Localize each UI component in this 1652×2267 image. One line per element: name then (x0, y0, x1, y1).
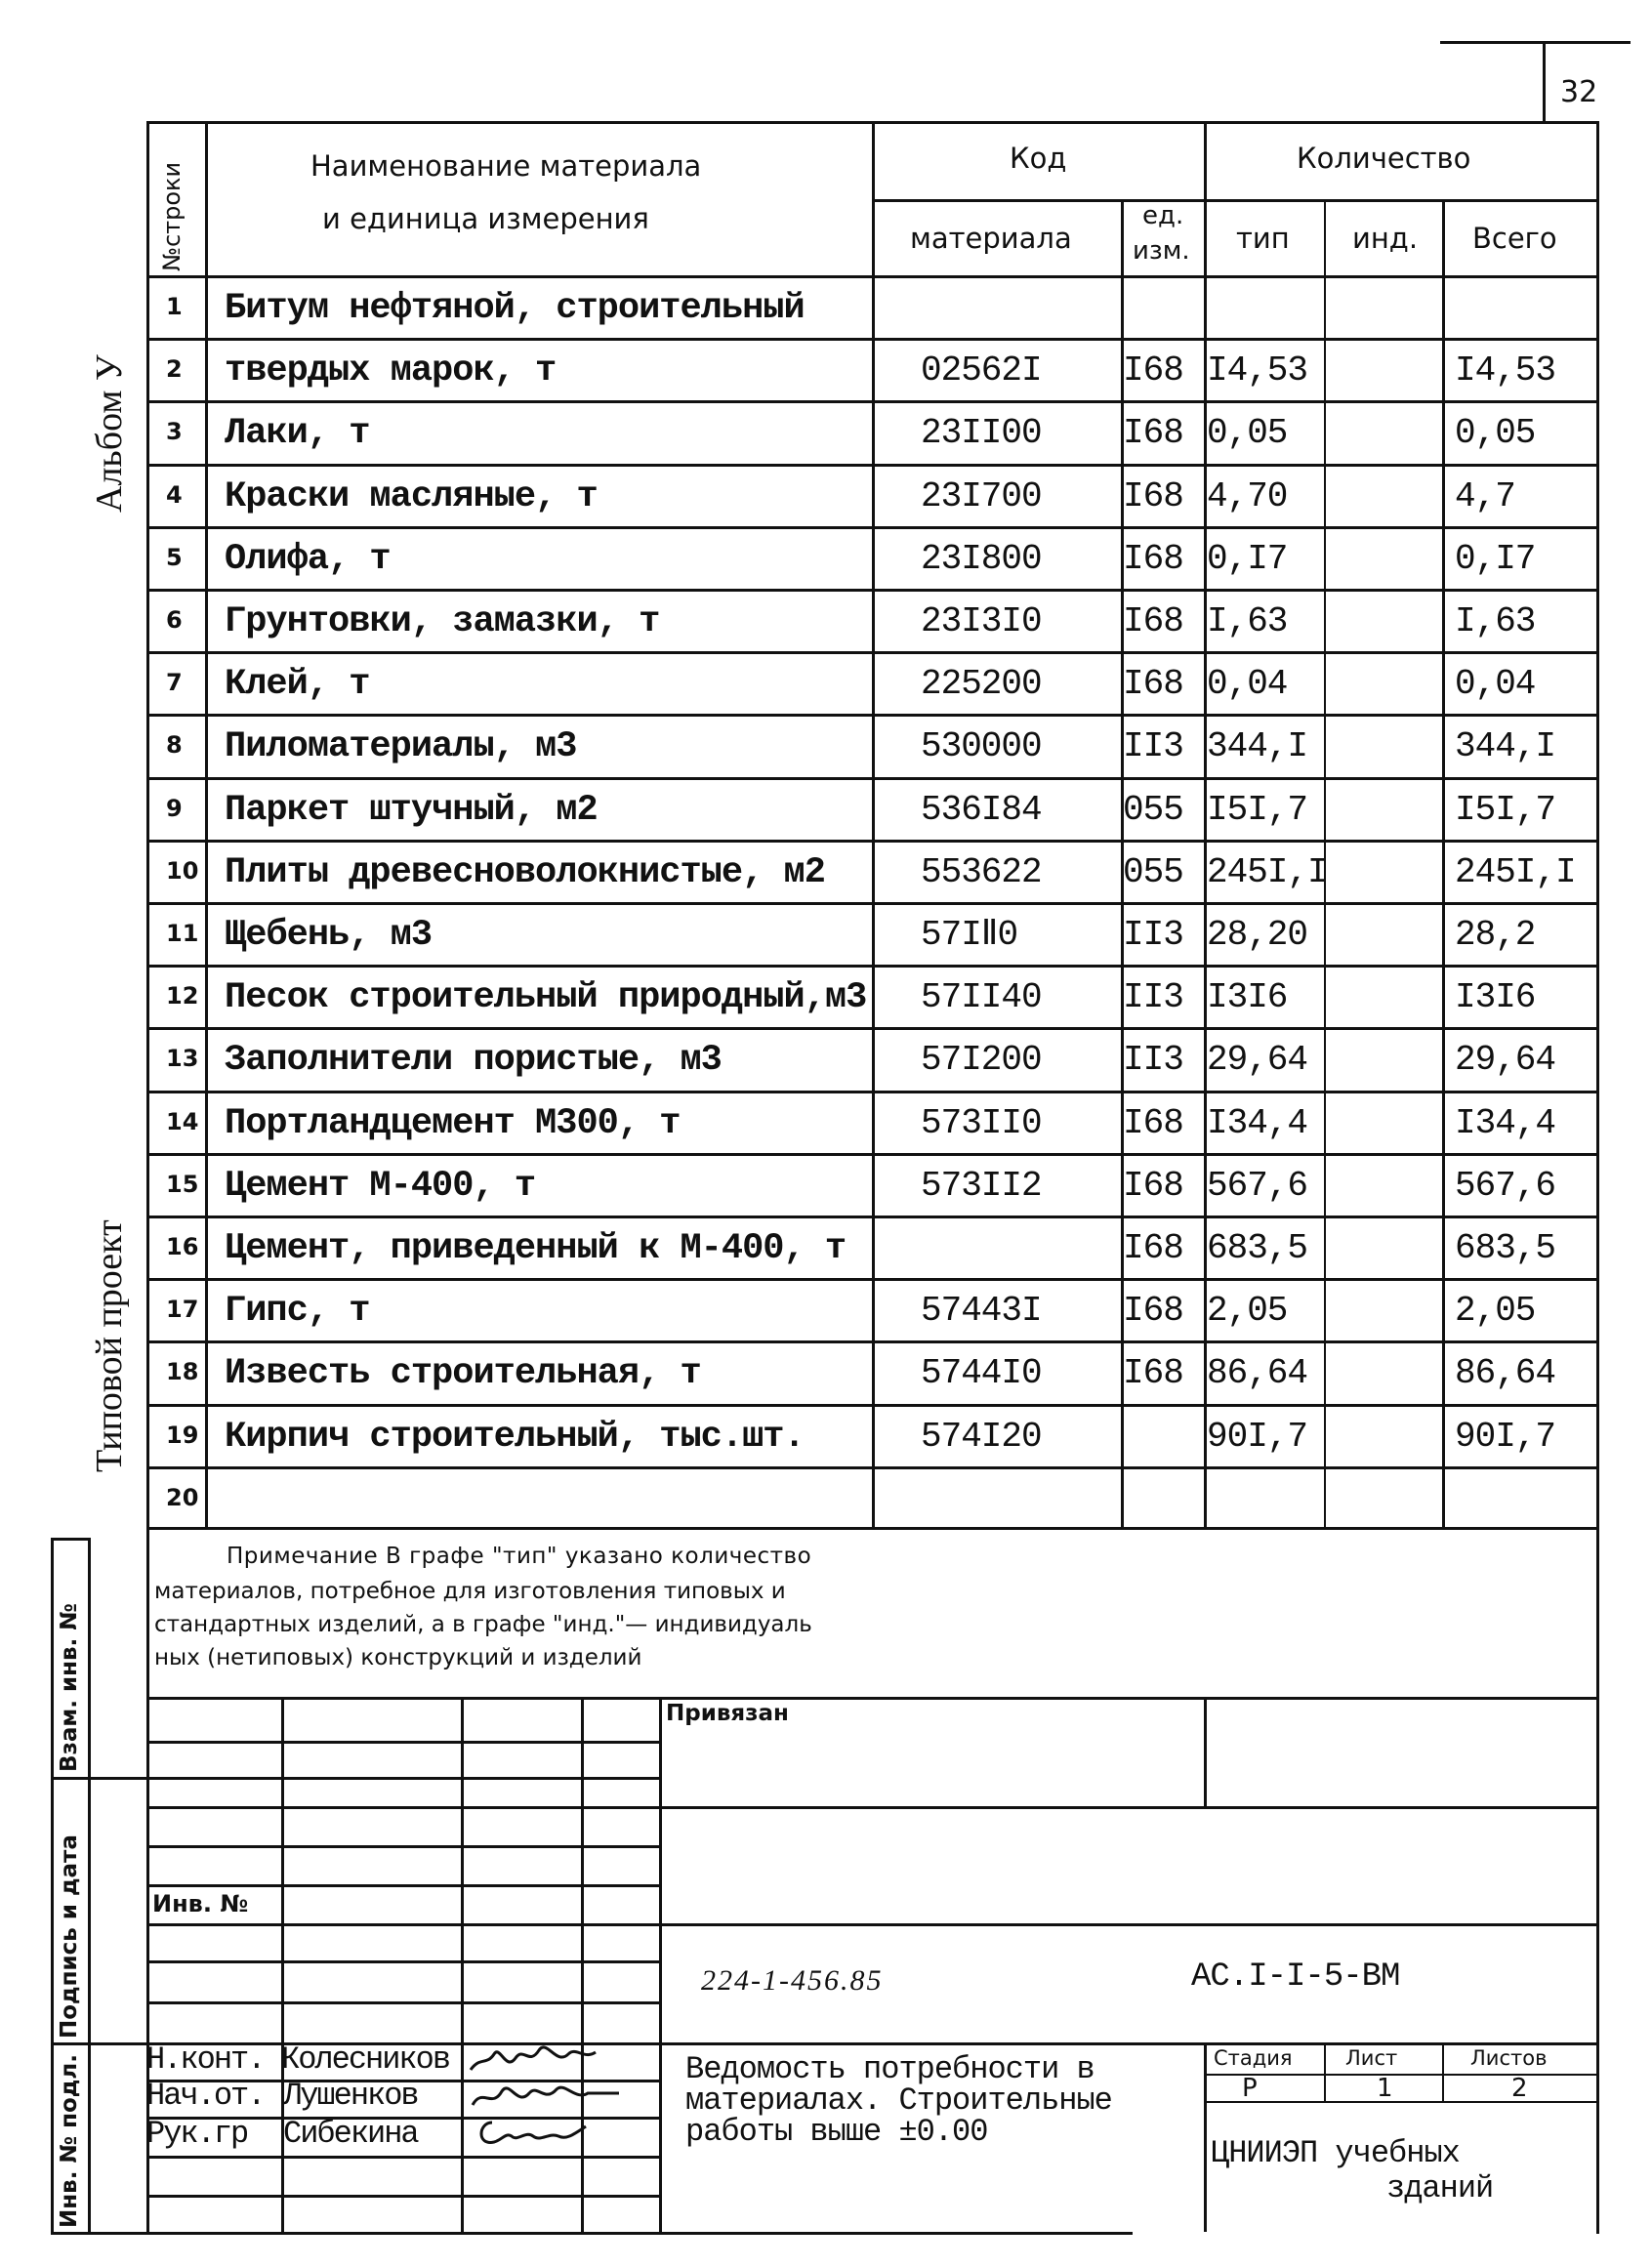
row-number: 15 (166, 1171, 199, 1198)
qty-total: 90I,7 (1455, 1417, 1556, 1457)
row-number: 13 (166, 1045, 199, 1072)
info-row-2 (1204, 2101, 1596, 2103)
qty-total: 86,64 (1455, 1353, 1556, 1393)
stamp-row-12 (146, 2156, 659, 2159)
margin-col-inner (88, 1538, 91, 2234)
stamp-privyazan: Привязан (666, 1701, 789, 1726)
material-name: Паркет штучный, м2 (225, 790, 598, 831)
material-name: Гипс, т (225, 1291, 370, 1332)
qty-total: 29,64 (1455, 1040, 1556, 1080)
material-code: 530000 (921, 726, 1042, 766)
info-col-stage (1324, 2042, 1326, 2101)
col-line-rowno (205, 121, 208, 1529)
qty-total: 0,04 (1455, 664, 1536, 704)
note-line-1-text: Примечание В графе "тип" указано количество (227, 1544, 812, 1569)
qty-tip: 86,64 (1207, 1353, 1308, 1393)
material-code: 536I84 (921, 790, 1042, 830)
row-number: 2 (166, 355, 183, 383)
header-name-line1: Наименование материала (310, 149, 702, 183)
margin-top (51, 1538, 90, 1541)
unit-code: II3 (1123, 726, 1183, 766)
material-code: 23II00 (921, 413, 1042, 453)
unit-code: I68 (1123, 476, 1183, 516)
stamp-col-4 (659, 1697, 662, 2232)
material-code: 553622 (921, 852, 1042, 892)
stamp-row-3 (146, 1806, 1596, 1809)
row-line (146, 840, 1596, 843)
qty-tip: 28,20 (1207, 915, 1308, 955)
row-number: 14 (166, 1108, 199, 1135)
row-line (146, 1091, 1596, 1093)
note-bottom-line (146, 1697, 1596, 1700)
unit-code: I68 (1123, 601, 1183, 641)
material-code: 225200 (921, 664, 1042, 704)
margin-label-inv-podl: Инв. № подл. (57, 2054, 82, 2228)
material-code: 57443I (921, 1291, 1042, 1331)
material-name: Лаки, т (225, 413, 370, 454)
material-name: Грунтовки, замазки, т (225, 601, 660, 642)
row-number: 16 (166, 1233, 199, 1260)
row-line (146, 965, 1596, 968)
stamp-title-line3: работы выше ±0.00 (685, 2114, 988, 2150)
row-number: 6 (166, 606, 183, 634)
qty-tip: I4,53 (1207, 350, 1308, 391)
row-line (146, 1153, 1596, 1156)
row-line (146, 464, 1596, 467)
stamp-row-13 (146, 2195, 659, 2198)
col-line-name (872, 121, 875, 1529)
material-name: твердых марок, т (225, 350, 557, 392)
qty-tip: 683,5 (1207, 1228, 1308, 1268)
stamp-role-1: Н.конт. (146, 2041, 265, 2078)
unit-code: I68 (1123, 1291, 1183, 1331)
row-line (146, 1278, 1596, 1281)
material-name: Пиломатериалы, м3 (225, 726, 577, 767)
material-name: Цемент, приведенный к М-400, т (225, 1228, 847, 1269)
unit-code: 055 (1123, 790, 1183, 830)
stamp-org-line2: зданий (1386, 2170, 1494, 2206)
stamp-stage-label: Стадия (1214, 2046, 1293, 2070)
row-line (146, 777, 1596, 780)
header-unit-line2: изм. (1133, 236, 1190, 266)
side-label-project: Типовой проект (89, 1219, 130, 1472)
material-name: Битум нефтяной, строительный (225, 288, 805, 329)
row-line (146, 1216, 1596, 1218)
stamp-row-1 (146, 1741, 659, 1744)
qty-total: I34,4 (1455, 1103, 1556, 1143)
qty-total: 245I,I (1455, 852, 1576, 892)
material-name: Краски масляные, т (225, 476, 598, 517)
table-right-border (1596, 121, 1599, 2234)
signature-2 (467, 2074, 623, 2117)
side-label-album: Альбом У (89, 354, 130, 513)
qty-tip: 0,04 (1207, 664, 1288, 704)
material-name: Олифа, т (225, 539, 391, 580)
row-line (146, 1027, 1596, 1030)
stamp-row-8 (146, 2001, 659, 2004)
qty-tip: 2,05 (1207, 1291, 1288, 1331)
qty-tip: I5I,7 (1207, 790, 1308, 830)
stamp-sheet-value: 1 (1377, 2074, 1393, 2103)
row-number: 19 (166, 1422, 199, 1449)
stamp-stage-value: Р (1242, 2074, 1258, 2103)
stamp-role-2: Нач.от. (146, 2078, 265, 2114)
row-line (146, 902, 1596, 905)
qty-tip: 4,70 (1207, 476, 1288, 516)
row-line (146, 1466, 1596, 1469)
note-line-1 (227, 1539, 811, 1574)
unit-code: II3 (1123, 977, 1183, 1017)
unit-code: I68 (1123, 350, 1183, 391)
margin-sep-2 (51, 2042, 148, 2045)
row-line (146, 400, 1596, 403)
qty-tip: 0,I7 (1207, 539, 1288, 579)
qty-total: I5I,7 (1455, 790, 1556, 830)
material-name: Известь строительная, т (225, 1353, 701, 1394)
qty-total: I4,53 (1455, 350, 1556, 391)
margin-sep-1 (51, 1777, 148, 1780)
info-row-1 (1204, 2074, 1596, 2076)
info-col-sheet (1442, 2042, 1444, 2101)
stamp-row-6 (146, 1923, 1596, 1926)
row-number: 5 (166, 544, 183, 571)
material-code: 573II2 (921, 1166, 1042, 1206)
unit-code: I68 (1123, 539, 1183, 579)
stamp-row-5 (146, 1884, 659, 1887)
row-number: 11 (166, 920, 199, 947)
qty-tip: 29,64 (1207, 1040, 1308, 1080)
qty-tip: 90I,7 (1207, 1417, 1308, 1457)
stamp-sheets-label: Листов (1470, 2046, 1548, 2070)
row-number: 8 (166, 731, 183, 759)
margin-label-podpis-data: Подпись и дата (57, 1834, 82, 2039)
row-line (146, 589, 1596, 592)
header-mid-border (872, 199, 1596, 202)
material-name: Кирпич строительный, тыс.шт. (225, 1417, 805, 1458)
row-line (146, 1404, 1596, 1407)
col-line-ind (1442, 199, 1445, 1529)
qty-total: I3I6 (1455, 977, 1536, 1017)
material-code: 573II0 (921, 1103, 1042, 1143)
stamp-project-code: 224-1-456.85 (701, 1964, 884, 1997)
qty-tip: I3I6 (1207, 977, 1288, 1017)
material-name: Щебень, м3 (225, 915, 433, 956)
row-number: 10 (166, 857, 199, 885)
header-code: Код (1010, 142, 1067, 175)
header-quantity: Количество (1297, 142, 1471, 175)
unit-code: I68 (1123, 664, 1183, 704)
material-code: 574I20 (921, 1417, 1042, 1457)
margin-bottom (51, 2232, 148, 2235)
row-number: 9 (166, 795, 183, 822)
header-code-material: материала (910, 222, 1072, 255)
unit-code: I68 (1123, 1353, 1183, 1393)
qty-tip: 245I,I (1207, 852, 1328, 892)
note-line-2: материалов, потребное для изготовления типовых и (154, 1579, 786, 1604)
row-line (146, 1340, 1596, 1343)
qty-tip: I34,4 (1207, 1103, 1308, 1143)
qty-total: 344,I (1455, 726, 1556, 766)
signature-3 (473, 2113, 590, 2152)
row-line (146, 651, 1596, 654)
row-line (146, 526, 1596, 529)
material-name: Цемент М-400, т (225, 1166, 536, 1207)
material-name: Плиты древесноволокнистые, м2 (225, 852, 825, 893)
stamp-sheet-label: Лист (1345, 2046, 1398, 2070)
stamp-row-4 (146, 1845, 659, 1848)
unit-code: I68 (1123, 413, 1183, 453)
material-code: 57IⅡ0 (921, 915, 1018, 955)
stamp-inv-no: Инв. № (152, 1890, 249, 1917)
header-total: Всего (1472, 222, 1557, 255)
unit-code: II3 (1123, 1040, 1183, 1080)
material-code: 02562I (921, 350, 1042, 391)
table-bottom-border (146, 2232, 1133, 2235)
material-code: 23I3I0 (921, 601, 1042, 641)
unit-code: I68 (1123, 1228, 1183, 1268)
header-tip: тип (1236, 222, 1290, 255)
qty-total: 683,5 (1455, 1228, 1556, 1268)
material-code: 23I700 (921, 476, 1042, 516)
note-line-3: стандартных изделий, а в графе "инд."— индивидуаль (154, 1612, 812, 1637)
margin-col-outer (51, 1538, 54, 2234)
qty-tip: 0,05 (1207, 413, 1288, 453)
row-number: 12 (166, 982, 199, 1010)
header-unit-line1: ед. (1142, 201, 1184, 230)
row-number: 7 (166, 669, 183, 696)
material-code: 5744I0 (921, 1353, 1042, 1393)
unit-code: I68 (1123, 1103, 1183, 1143)
stamp-title-line1: Ведомость потребности в (685, 2051, 1094, 2087)
material-name: Заполнители пористые, м3 (225, 1040, 722, 1081)
table-left-border (146, 121, 149, 2234)
row-number: 20 (166, 1484, 199, 1511)
stamp-title-line2: материалах. Строительные (685, 2082, 1112, 2119)
qty-total: 567,6 (1455, 1166, 1556, 1206)
corner-line-top (1440, 41, 1631, 44)
unit-code: 055 (1123, 852, 1183, 892)
qty-total: 28,2 (1455, 915, 1536, 955)
stamp-name-1: Колесников (281, 2041, 450, 2078)
header-ind: инд. (1352, 222, 1419, 255)
row-number: 17 (166, 1296, 199, 1323)
qty-total: 2,05 (1455, 1291, 1536, 1331)
row-number: 1 (166, 293, 183, 320)
row-number: 18 (166, 1358, 199, 1385)
material-name: Портландцемент М300, т (225, 1103, 681, 1144)
info-col-divider (1204, 2042, 1207, 2232)
corner-line-left (1543, 41, 1546, 124)
unit-code: I68 (1123, 1166, 1183, 1206)
stamp-org-line1: ЦНИИЭП учебных (1211, 2135, 1460, 2171)
stamp-role-3: Рук.гр (146, 2116, 248, 2152)
qty-tip: 344,I (1207, 726, 1308, 766)
stamp-name-2: Лушенков (283, 2078, 418, 2114)
qty-total: I,63 (1455, 601, 1536, 641)
row-number: 3 (166, 418, 183, 445)
header-name-line2: и единица измерения (322, 202, 649, 235)
qty-tip: I,63 (1207, 601, 1288, 641)
margin-label-vzam-inv: Взам. инв. № (57, 1603, 82, 1772)
material-code: 57I200 (921, 1040, 1042, 1080)
row-number: 4 (166, 481, 183, 509)
row-line (146, 338, 1596, 341)
qty-total: 0,I7 (1455, 539, 1536, 579)
header-row-no: №строки (158, 161, 186, 271)
row-line (146, 1527, 1596, 1530)
note-line-4: ных (нетиповых) конструкций и изделий (154, 1645, 642, 1670)
unit-code: II3 (1123, 915, 1183, 955)
material-code: 57II40 (921, 977, 1042, 1017)
stamp-sheets-value: 2 (1511, 2074, 1528, 2103)
stamp-name-3: Сибекина (283, 2116, 418, 2152)
material-code: 23I800 (921, 539, 1042, 579)
qty-total: 0,05 (1455, 413, 1536, 453)
material-name: Песок строительный природный,м3 (225, 977, 867, 1018)
material-name: Клей, т (225, 664, 370, 705)
page-number: 32 (1560, 75, 1598, 109)
stamp-row-7 (146, 1960, 659, 1963)
row-line (146, 714, 1596, 717)
stamp-row-2 (146, 1777, 659, 1780)
stamp-col-5 (1204, 1697, 1207, 1806)
qty-tip: 567,6 (1207, 1166, 1308, 1206)
stamp-doc-code: АС.I-I-5-ВМ (1191, 1958, 1400, 1996)
qty-total: 4,7 (1455, 476, 1515, 516)
